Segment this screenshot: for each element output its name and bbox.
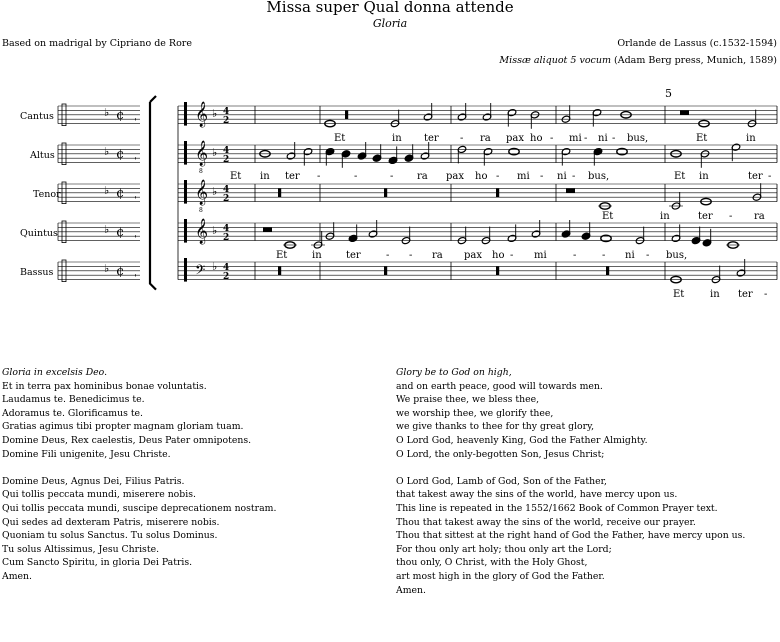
original-clef-icon bbox=[184, 180, 187, 204]
lyric-syllable: Et bbox=[602, 211, 614, 222]
lyric-syllable: - bbox=[496, 171, 500, 182]
measure-number: 5 bbox=[665, 87, 672, 100]
note bbox=[581, 222, 591, 240]
note bbox=[481, 227, 491, 245]
original-clef-icon bbox=[184, 219, 187, 243]
lyric-syllable: - bbox=[584, 133, 588, 144]
composer-credit: Orlande de Lassus (c.1532-1594) bbox=[617, 38, 777, 49]
lyric-syllable: ra bbox=[480, 133, 491, 144]
lyric-syllable: in bbox=[746, 133, 756, 144]
lyric-syllable: ni bbox=[625, 250, 635, 261]
note bbox=[283, 242, 297, 248]
note bbox=[700, 150, 710, 168]
rest-icon bbox=[496, 266, 499, 275]
note bbox=[325, 222, 335, 240]
lyric-syllable: ho bbox=[530, 133, 543, 144]
piece-title: Missa super Qual donna attende bbox=[266, 0, 514, 16]
time-sig-top: 4 bbox=[223, 107, 230, 117]
original-clef-icon bbox=[184, 258, 187, 282]
flat-icon: ♭ bbox=[104, 184, 110, 197]
instrument-label: Bassus bbox=[20, 267, 54, 278]
lyric-syllable: in bbox=[260, 171, 270, 182]
rest-icon: ˌ bbox=[134, 267, 137, 278]
text-line: Gratias agimus tibi propter magnam gloriam tuam. bbox=[2, 421, 244, 433]
time-sig-bottom: 2 bbox=[223, 116, 230, 126]
lyric-syllable: ter bbox=[346, 250, 361, 261]
english-text bbox=[396, 366, 745, 597]
lyric-syllable: Et bbox=[673, 289, 685, 300]
text-line: Laudamus te. Benedicimus te. bbox=[2, 394, 145, 406]
lyric-syllable: Et bbox=[334, 133, 346, 144]
note bbox=[401, 227, 411, 245]
rest-icon bbox=[384, 188, 387, 197]
instrument-label: Altus bbox=[30, 150, 55, 161]
lyric-syllable: - bbox=[573, 250, 577, 261]
lyric-syllable: bus, bbox=[588, 171, 610, 182]
lyric-syllable: bus, bbox=[627, 133, 649, 144]
original-clef-icon bbox=[184, 141, 187, 165]
text-line: Thou that sittest at the right hand of God the Father, have mercy upon us. bbox=[396, 530, 746, 542]
lyric-syllable: - bbox=[729, 211, 733, 222]
text-line: For thou only art holy; thou only art the Lord; bbox=[396, 543, 612, 555]
note bbox=[457, 227, 467, 245]
lyric-syllable: pax bbox=[506, 133, 525, 144]
lyric-syllable: mi bbox=[517, 171, 530, 182]
text-line: Domine Deus, Rex caelestis, Deus Pater omnipotens. bbox=[2, 434, 252, 446]
text-line: Qui tollis peccata mundi, suscipe deprecationem nostram. bbox=[2, 502, 277, 514]
lyric-syllable: - bbox=[550, 133, 554, 144]
lyric-syllable: in bbox=[699, 171, 709, 182]
lyric-syllable: mi bbox=[534, 250, 547, 261]
rest-icon bbox=[384, 266, 387, 275]
note bbox=[691, 227, 701, 245]
text-line: Glory be to God on high, bbox=[396, 367, 512, 378]
time-sig-bottom: 2 bbox=[223, 272, 230, 282]
text-line: Tu solus Altissimus, Jesu Christe. bbox=[2, 543, 160, 555]
system-bracket bbox=[150, 102, 156, 290]
cut-time-icon: ¢ bbox=[116, 108, 125, 123]
note bbox=[372, 144, 382, 162]
instrument-label: Cantus bbox=[20, 111, 54, 122]
lyric-syllable: Et bbox=[674, 171, 686, 182]
lyric-syllable: in bbox=[312, 250, 322, 261]
flat-icon: ♭ bbox=[212, 260, 218, 273]
lyric-syllable: - bbox=[354, 171, 358, 182]
text-line bbox=[2, 461, 276, 475]
note bbox=[311, 231, 325, 249]
lyric-syllable: ra bbox=[432, 250, 443, 261]
rest-icon bbox=[278, 188, 281, 197]
rest-icon: ˌ bbox=[134, 111, 137, 122]
instrument-label: Tenor bbox=[33, 189, 61, 200]
lyric-syllable: ho bbox=[492, 250, 505, 261]
text-line: Qui tollis peccata mundi, miserere nobis. bbox=[2, 489, 196, 501]
text-line: Domine Deus, Agnus Dei, Filius Patris. bbox=[2, 475, 185, 487]
lyric-syllable: - bbox=[386, 250, 390, 261]
text-line: Cum Sancto Spiritu, in gloria Dei Patris. bbox=[2, 557, 193, 569]
text-line: Domine Fili unigenite, Jesu Christe. bbox=[2, 448, 171, 460]
text-line: Amen. bbox=[396, 584, 426, 596]
time-sig-bottom: 2 bbox=[223, 155, 230, 165]
rest-icon bbox=[566, 188, 575, 192]
lyric-syllable: - bbox=[390, 171, 394, 182]
system-bracket-top bbox=[150, 96, 156, 102]
cut-time-icon: ¢ bbox=[116, 186, 125, 201]
lyric-syllable: - bbox=[768, 171, 772, 182]
opus-title: Missæ aliquot 5 vocum bbox=[499, 55, 611, 66]
text-line: We praise thee, we bless thee, bbox=[396, 394, 540, 406]
rest-icon bbox=[345, 110, 348, 119]
opus-publisher: (Adam Berg press, Munich, 1589) bbox=[614, 55, 777, 66]
lyric-syllable: ter bbox=[285, 171, 300, 182]
note bbox=[598, 203, 612, 209]
rest-icon: ˌ bbox=[134, 228, 137, 239]
treble-clef-icon: 𝄞 bbox=[195, 102, 209, 127]
octave-mark: 8 bbox=[199, 168, 203, 175]
lyric-syllable: ni bbox=[557, 171, 567, 182]
note bbox=[404, 144, 414, 162]
staff-altus bbox=[58, 140, 777, 175]
lyric-syllable: - bbox=[409, 250, 413, 261]
flat-icon: ♭ bbox=[104, 106, 110, 119]
lyric-syllable: - bbox=[612, 133, 616, 144]
cut-time-icon: ¢ bbox=[116, 264, 125, 279]
lyric-syllable: - bbox=[510, 250, 514, 261]
time-sig-bottom: 2 bbox=[223, 194, 230, 204]
text-line: O Lord God, heavenly King, God the Father Almighty. bbox=[396, 434, 648, 446]
original-clef-icon bbox=[184, 102, 187, 126]
time-sig-top: 4 bbox=[223, 263, 230, 273]
rest-icon bbox=[496, 188, 499, 197]
note bbox=[561, 105, 571, 123]
note bbox=[747, 110, 757, 128]
time-sig-top: 4 bbox=[223, 146, 230, 156]
poet-credit: Based on madrigal by Cipriano de Rore bbox=[2, 38, 192, 49]
lyric-syllable: ho bbox=[475, 171, 488, 182]
lyric-syllable: in bbox=[710, 289, 720, 300]
text-line: Et in terra pax hominibus bonae voluntatis. bbox=[2, 380, 207, 392]
lyric-syllable: pax bbox=[464, 250, 483, 261]
bass-clef-icon: 𝄢 bbox=[195, 262, 206, 281]
lyric-syllable: mi bbox=[569, 133, 582, 144]
octave-mark: 8 bbox=[199, 207, 203, 214]
lyric-syllable: ra bbox=[754, 211, 765, 222]
lyric-syllable: - bbox=[317, 171, 321, 182]
rest-icon bbox=[606, 266, 609, 275]
note bbox=[726, 242, 740, 248]
piece-subtitle: Gloria bbox=[372, 17, 408, 30]
cut-time-icon: ¢ bbox=[116, 225, 125, 240]
treble-clef-icon: 𝄞 bbox=[195, 141, 209, 166]
staff-bassus bbox=[58, 258, 777, 282]
treble-clef-icon: 𝄞 bbox=[195, 219, 209, 244]
lyric-syllable: - bbox=[602, 250, 606, 261]
lyric-syllable: pax bbox=[446, 171, 465, 182]
text-line: thou only, O Christ, with the Holy Ghost, bbox=[396, 557, 588, 569]
lyric-syllable: ter bbox=[698, 211, 713, 222]
treble-clef-icon: 𝄞 bbox=[195, 180, 209, 205]
lyric-syllable: - bbox=[764, 289, 768, 300]
instrument-label: Quintus bbox=[20, 228, 58, 239]
note bbox=[341, 150, 351, 168]
text-line: Gloria in excelsis Deo. bbox=[2, 367, 108, 378]
lyric-syllable: bus, bbox=[666, 250, 688, 261]
lyric-syllable: ni bbox=[598, 133, 608, 144]
rest-icon: ˌ bbox=[134, 189, 137, 200]
text-line: we give thanks to thee for thy great glory, bbox=[396, 421, 595, 433]
rest-icon: ˌ bbox=[134, 150, 137, 161]
rest-icon bbox=[680, 110, 689, 114]
lyric-syllable: in bbox=[660, 211, 670, 222]
lyric-syllable: - bbox=[460, 133, 464, 144]
flat-icon: ♭ bbox=[212, 107, 218, 120]
lyric-syllable: ter bbox=[424, 133, 439, 144]
time-sig-bottom: 2 bbox=[223, 233, 230, 243]
staff-tenor bbox=[58, 179, 777, 214]
cut-time-icon: ¢ bbox=[116, 147, 125, 162]
lyric-syllable: Et bbox=[276, 250, 288, 261]
text-line: Quoniam tu solus Sanctus. Tu solus Dominus. bbox=[2, 530, 218, 542]
note bbox=[457, 145, 467, 163]
note bbox=[752, 183, 762, 201]
text-line bbox=[396, 461, 745, 475]
lyric-syllable: Et bbox=[696, 133, 708, 144]
note bbox=[669, 192, 683, 210]
lyric-syllable: - bbox=[540, 171, 544, 182]
lyric-syllable: - bbox=[646, 250, 650, 261]
text-line: Adoramus te. Glorificamus te. bbox=[2, 407, 144, 419]
flat-icon: ♭ bbox=[212, 185, 218, 198]
time-sig-top: 4 bbox=[223, 185, 230, 195]
note bbox=[530, 111, 540, 129]
text-line: Thou that takest away the sins of the world, receive our prayer. bbox=[396, 516, 696, 528]
lyric-syllable: - bbox=[572, 171, 576, 182]
lyric-syllable: ter bbox=[748, 171, 763, 182]
lyric-syllable: Et bbox=[230, 171, 242, 182]
staff-cantus bbox=[58, 101, 777, 127]
flat-icon: ♭ bbox=[104, 145, 110, 158]
text-line: This line is repeated in the 1552/1662 Book of Common Prayer text. bbox=[396, 502, 718, 514]
flat-icon: ♭ bbox=[104, 262, 110, 275]
text-line: we worship thee, we glorify thee, bbox=[396, 407, 554, 419]
text-line: and on earth peace, good will towards men. bbox=[396, 380, 603, 392]
lyric-syllable: ra bbox=[417, 171, 428, 182]
text-line: O Lord, the only-begotten Son, Jesus Christ; bbox=[396, 448, 605, 460]
lyric-syllable: in bbox=[392, 133, 402, 144]
flat-icon: ♭ bbox=[212, 224, 218, 237]
text-line: O Lord God, Lamb of God, Son of the Father, bbox=[396, 475, 607, 487]
note bbox=[390, 110, 400, 128]
latin-text bbox=[2, 366, 276, 584]
lyric-syllable: ter bbox=[738, 289, 753, 300]
time-sig-top: 4 bbox=[223, 224, 230, 234]
note bbox=[635, 227, 645, 245]
note bbox=[711, 266, 721, 284]
text-line: Amen. bbox=[2, 570, 32, 582]
text-line: that takest away the sins of the world, have mercy upon us. bbox=[396, 489, 678, 501]
text-line: art most high in the glory of God the Father. bbox=[396, 570, 605, 582]
rest-icon bbox=[278, 266, 281, 275]
flat-icon: ♭ bbox=[212, 146, 218, 159]
rest-icon bbox=[263, 227, 272, 231]
text-line: Qui sedes ad dexteram Patris, miserere nobis. bbox=[2, 516, 220, 528]
flat-icon: ♭ bbox=[104, 223, 110, 236]
